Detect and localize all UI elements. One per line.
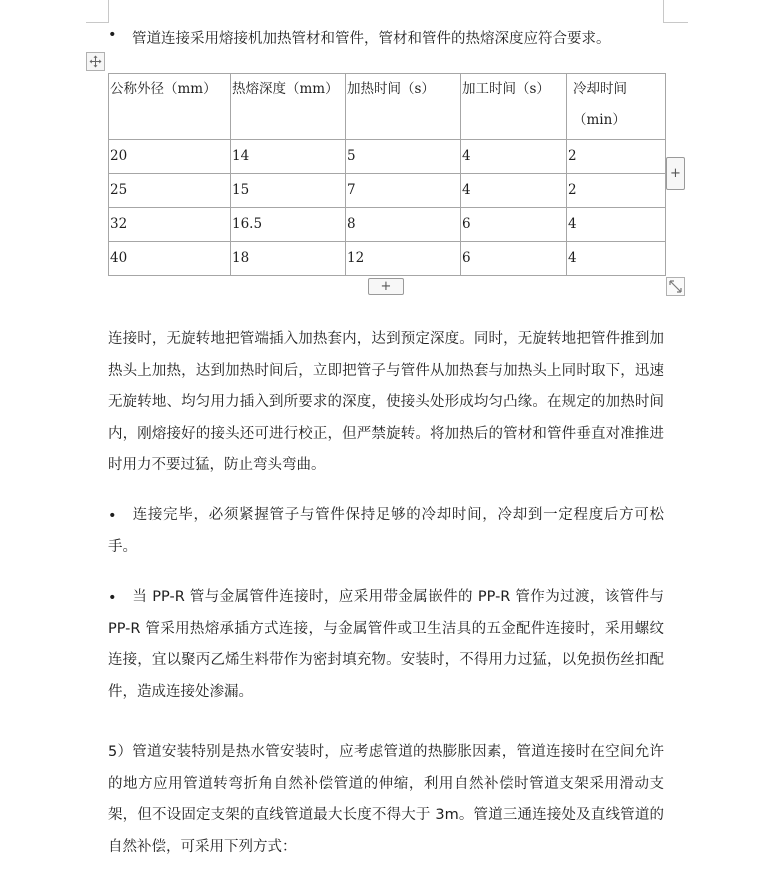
table-cell[interactable]: 6 (461, 242, 567, 276)
bullet-marker: • (108, 508, 117, 524)
table-cell[interactable]: 6 (461, 208, 567, 242)
table-cell[interactable]: 32 (109, 208, 231, 242)
table-move-handle[interactable] (86, 52, 105, 71)
table-row (109, 140, 666, 174)
header-cell[interactable]: 热熔深度（mm） (231, 74, 346, 140)
cooling-bullet-text (108, 500, 664, 563)
table-header-row (109, 74, 666, 140)
metal-fitting-bullet-text (108, 582, 664, 708)
plus-icon: + (670, 166, 681, 181)
table-cell[interactable]: 25 (109, 174, 231, 208)
table-cell[interactable]: 12 (346, 242, 461, 276)
table-cell[interactable]: 4 (461, 140, 567, 174)
header-cell[interactable]: 公称外径（mm） (109, 74, 231, 140)
page-margin-corner-top-right (663, 0, 688, 23)
table-cell[interactable]: 15 (231, 174, 346, 208)
table-cell[interactable]: 7 (346, 174, 461, 208)
table-cell[interactable]: 2 (567, 174, 666, 208)
table-cell[interactable]: 2 (567, 140, 666, 174)
table-row (109, 174, 666, 208)
table-resize-handle[interactable] (666, 277, 685, 296)
table-cell[interactable]: 14 (231, 140, 346, 174)
plus-icon: + (380, 279, 392, 294)
table-cell[interactable]: 8 (346, 208, 461, 242)
add-row-button[interactable] (368, 278, 404, 295)
table-row (109, 242, 666, 276)
table-cell[interactable]: 4 (461, 174, 567, 208)
table-row (109, 208, 666, 242)
table-cell[interactable]: 4 (567, 242, 666, 276)
header-cell[interactable]: 冷却时间（min） (567, 74, 666, 140)
intro-text: 管道连接采用熔接机加热管材和管件，管材和管件的热熔深度应符合要求。 (132, 31, 611, 47)
metal-fitting-text: 当 PP-R 管与金属管件连接时，应采用带金属嵌件的 PP-R 管作为过渡，该管件与 PP-R 管采用热熔承插方式连接，与金属管件或卫生洁具的五金配件连接时，采用螺纹连接，宜以聚丙乙烯生料带作为密封填充物。安装时，不得用力过猛，以免损伤丝扣配件，造成连接处渗漏。 (108, 589, 664, 700)
cooling-text: 连接完毕，必须紧握管子与管件保持足够的冷却时间，冷却到一定程度后方可松手。 (108, 507, 664, 555)
fusion-procedure-paragraph: 连接时，无旋转地把管端插入加热套内，达到预定深度。同时，无旋转地把管件推到加热头上加热，达到加热时间后，立即把管子与管件从加热套与加热头上同时取下，迅速无旋转地、均匀用力插入到所要求的深度，使接头处形成均匀凸缘。在规定的加热时间内，刚熔接好的接头还可进行校正，但严禁旋转。将加热后的管材和管件垂直对准推进时用力不要过猛，防止弯头弯曲。 (108, 331, 664, 473)
table-cell[interactable]: 5 (346, 140, 461, 174)
header-cell[interactable]: 加工时间（s） (461, 74, 567, 140)
table-cell[interactable]: 16.5 (231, 208, 346, 242)
move-arrows-icon (89, 55, 102, 68)
bullet-marker: • (108, 27, 117, 43)
bullet-marker: • (108, 590, 117, 606)
page-margin-corner-top-left (86, 0, 109, 23)
table-cell[interactable]: 40 (109, 242, 231, 276)
fusion-spec-table (108, 73, 666, 276)
table-cell[interactable]: 4 (567, 208, 666, 242)
table-cell[interactable]: 18 (231, 242, 346, 276)
table-cell[interactable]: 20 (109, 140, 231, 174)
header-cell[interactable]: 加热时间（s） (346, 74, 461, 140)
thermal-expansion-paragraph: 5）管道安装特别是热水管安装时，应考虑管道的热膨胀因素，管道连接时在空间允许的地方应用管道转弯折角自然补偿管道的伸缩，利用自然补偿时管道支架采用滑动支架，但不设固定支架的直线管道最大长度不得大于 3m。管道三通连接处及直线管道的自然补偿，可采用下列方式： (108, 744, 664, 855)
add-column-button[interactable] (666, 157, 685, 190)
diagonal-resize-icon (667, 278, 684, 295)
